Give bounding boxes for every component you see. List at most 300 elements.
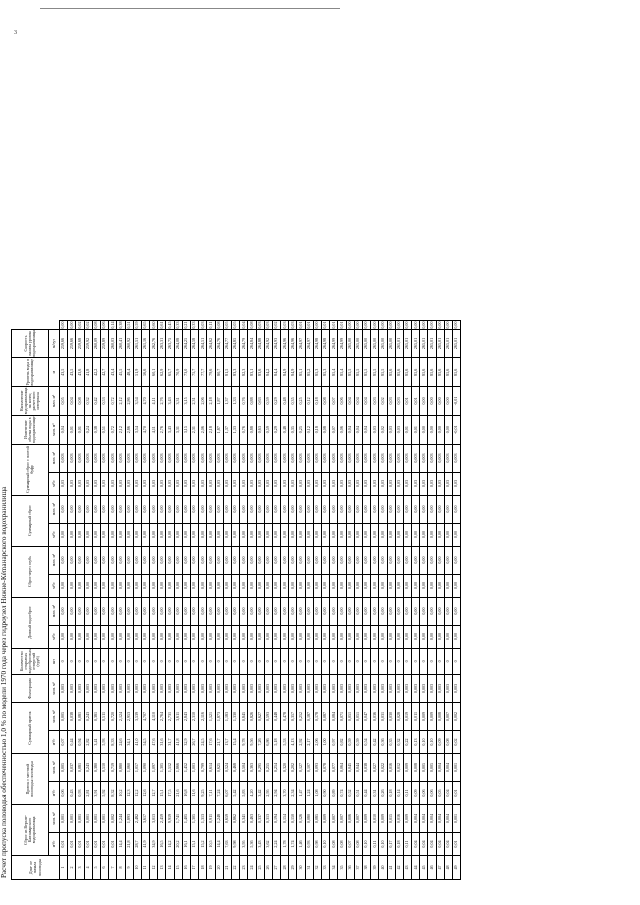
data-cell: 0,00 [199,625,207,648]
data-cell: 265,00 [379,329,387,358]
data-cell: 0,00 [428,546,436,574]
data-cell: 10,2 [117,782,125,805]
data-cell: 0,01 [100,833,108,856]
row-day-cell: 23 [240,856,248,880]
data-cell: 260,41 [117,329,125,358]
data-cell: 0,004 [420,805,428,833]
data-cell: 0,004 [436,805,444,833]
data-cell: 0,003 [150,444,158,472]
unit-summ-mln: млн. м³ [49,703,60,731]
data-cell: 0,00 [240,574,248,597]
data-cell: 0,051 [346,703,354,731]
data-cell: 264,96 [289,329,297,358]
data-cell: 0,00 [207,546,215,574]
data-cell: 0,003 [207,675,215,703]
data-cell: 265,01 [444,329,452,358]
data-cell: 0,10 [379,833,387,856]
data-cell: 0,084 [330,703,338,731]
data-cell: 0,038 [68,703,76,731]
data-cell: 0,00 [403,546,411,574]
data-cell: 0 [330,648,338,674]
data-cell: 2,116 [199,703,207,731]
data-cell: 0,03 [272,472,280,495]
data-cell: 0,59 [346,731,354,754]
data-cell: 0,003 [166,675,174,703]
data-cell: 0,06 [420,782,428,805]
unit-sum2-ms: м³/с [49,523,60,546]
data-cell: 0,02 [84,321,92,329]
data-cell: 0,003 [354,675,362,703]
row-day-cell: 4 [84,856,92,880]
data-cell: 0,00 [166,574,174,597]
data-cell: 0,00 [166,523,174,546]
data-cell: 0,00 [60,495,68,523]
data-cell: 0,38 [92,415,100,444]
data-cell: 0,00 [215,597,223,625]
data-cell: 0,003 [199,444,207,472]
table-row [379,321,387,880]
data-cell: 0,00 [436,625,444,648]
data-cell: 5,53 [281,731,289,754]
data-cell: 0,18 [387,782,395,805]
data-cell: 0,61 [158,321,166,329]
table-row [420,321,428,880]
data-cell: 261,51 [133,329,141,358]
data-cell: 0,003 [362,444,370,472]
data-cell: 0,357 [289,703,297,731]
data-cell: 0,00 [182,546,190,574]
data-cell: 0,126 [297,805,305,833]
data-cell: 0,081 [76,703,84,731]
data-cell: 0,00 [109,625,117,648]
table-row [100,321,108,880]
table-row [117,321,125,880]
data-cell: 0,003 [158,444,166,472]
data-cell: 0,003 [76,675,84,703]
data-cell: 2,482 [133,805,141,833]
data-cell: 0,00 [436,387,444,416]
data-cell: 0,003 [125,675,133,703]
data-cell: 264,58 [191,329,199,358]
data-cell: 0,03 [215,472,223,495]
data-cell: 0,08 [248,321,256,329]
data-cell: 0 [158,648,166,674]
table-row [453,321,461,880]
data-cell: 0,00 [387,597,395,625]
data-cell: 0,00 [305,625,313,648]
data-cell: 0,381 [92,703,100,731]
data-cell: 0,00 [297,625,305,648]
data-cell: 0 [133,648,141,674]
data-cell: 264,99 [338,329,346,358]
row-day-cell: 24 [248,856,256,880]
data-cell: 0,00 [371,523,379,546]
data-cell: 0,004 [436,754,444,782]
data-cell: 264,88 [256,329,264,358]
data-cell: 0,003 [248,444,256,472]
data-cell: 3,91 [92,782,100,805]
data-cell: 0,00 [330,574,338,597]
data-cell: 0,003 [428,444,436,472]
data-cell: 0,00 [305,495,313,523]
table-row [182,321,190,880]
table-row [362,321,370,880]
data-cell: 0,00 [76,597,84,625]
row-day-cell: 40 [379,856,387,880]
data-cell: 0 [338,648,346,674]
data-cell: 0,03 [76,472,84,495]
data-cell: 265,00 [387,329,395,358]
data-cell: 83,6 [256,358,264,387]
data-cell: 0,00 [403,574,411,597]
data-cell: 0,003 [125,444,133,472]
row-day-cell: 18 [199,856,207,880]
data-cell: 0,00 [420,321,428,329]
data-cell: 0,03 [117,472,125,495]
data-cell: 0,03 [248,472,256,495]
data-cell: 0,00 [182,574,190,597]
data-cell: 0,022 [379,754,387,782]
data-cell: 264,84 [248,329,256,358]
data-cell: 0,00 [125,523,133,546]
data-cell: 0,003 [338,675,346,703]
data-cell: 4,110 [150,703,158,731]
data-cell: 264,97 [305,329,313,358]
data-cell: 3,42 [256,782,264,805]
table-row [150,321,158,880]
data-cell: 28,7 [133,833,141,856]
data-cell: 84,2 [264,358,272,387]
data-cell: 0,00 [313,523,321,546]
data-cell: 0,00 [444,574,452,597]
data-cell: 0,00 [256,625,264,648]
data-cell: 264,79 [240,329,248,358]
data-cell: 0,00 [305,523,313,546]
data-cell: 0,00 [281,597,289,625]
data-cell: 0 [322,648,330,674]
row-day-cell: 1 [60,856,68,880]
data-cell: 0,03 [313,472,321,495]
data-cell: 0,463 [248,805,256,833]
data-cell: 1,183 [223,703,231,731]
data-cell: 0,98 [313,833,321,856]
data-cell: 0,00 [84,495,92,523]
data-cell: 0,03 [207,472,215,495]
data-cell: 0,003 [215,675,223,703]
data-cell: 21,7 [215,731,223,754]
data-cell: 0,03 [403,472,411,495]
table-row [289,321,297,880]
data-cell: 0,00 [313,546,321,574]
data-cell: 0,04 [428,833,436,856]
data-cell: 0,08 [76,387,84,416]
data-cell: 0 [305,648,313,674]
data-cell: 0,00 [76,574,84,597]
row-day-cell: 33 [322,856,330,880]
data-cell: 0,44 [68,731,76,754]
data-cell: 0,00 [133,523,141,546]
page-title: Расчет пропуска половодья обеспеченностью 1,0 % по модели 1970 года через гидроузел Нижне-Кémанарского водохранилища [0,486,8,878]
data-cell: 0,00 [158,625,166,648]
table-row [387,321,395,880]
data-cell: 3,62 [264,833,272,856]
data-cell: 0,00 [354,495,362,523]
page-number: 3 [14,30,17,36]
data-cell: 0,003 [84,675,92,703]
data-cell: 0,00 [240,546,248,574]
data-cell: 0,00 [223,574,231,597]
data-cell: 0,00 [371,597,379,625]
data-cell: 0,00 [92,523,100,546]
data-cell: 1,452 [182,754,190,782]
data-cell: 0,32 [84,387,92,416]
data-cell: 0,00 [141,546,149,574]
data-cell: 0,178 [313,703,321,731]
data-cell: 1,47 [297,782,305,805]
data-cell: 0,007 [330,805,338,833]
data-cell: 1,873 [215,703,223,731]
col-header-filling: Наполнение водохранилища на конец расчетного интервала [12,387,49,416]
data-cell: 0,03 [289,321,297,329]
data-cell: 0,077 [330,754,338,782]
table-row [240,321,248,880]
data-cell: 0,002 [109,805,117,833]
data-cell: 0,00 [436,523,444,546]
data-cell: 0,00 [395,495,403,523]
data-cell: 0,00 [379,523,387,546]
table-row [68,321,76,880]
data-cell: 0,007 [354,805,362,833]
data-cell: 264,96 [281,329,289,358]
data-cell: 0 [256,648,264,674]
data-cell: 0,72 [109,415,117,444]
data-cell: 10,5 [207,833,215,856]
data-cell: 0 [223,648,231,674]
data-cell: 31,7 [166,731,174,754]
data-cell: 265,01 [453,329,461,358]
data-cell: 0,76 [240,387,248,416]
data-cell: 0 [68,648,76,674]
data-cell: 0,00 [305,597,313,625]
data-cell: 0,003 [264,675,272,703]
data-cell: 0,001 [453,805,461,833]
data-cell: 0 [346,648,354,674]
data-cell: 0,00 [412,321,420,329]
data-cell: 1,244 [117,805,125,833]
data-cell: 264,99 [330,329,338,358]
data-cell: 11,6 [191,782,199,805]
row-day-cell: 28 [281,856,289,880]
data-cell: 0,003 [289,675,297,703]
data-cell: 21,8 [125,833,133,856]
data-cell: 0,006 [346,805,354,833]
data-cell: 0,911 [207,805,215,833]
data-cell: 1,866 [174,754,182,782]
data-cell: 79,6 [207,358,215,387]
data-cell: 0,00 [100,546,108,574]
data-cell: 265,01 [436,329,444,358]
data-cell: 0,00 [346,546,354,574]
data-cell: 0,00 [256,597,264,625]
table-row [338,321,346,880]
data-cell: 1,33 [231,387,239,416]
data-cell: 0,00 [182,523,190,546]
data-cell: 0,00 [141,495,149,523]
table-row [297,321,305,880]
row-day-cell: 37 [354,856,362,880]
row-day-cell: 31 [305,856,313,880]
data-cell: 0,03 [395,472,403,495]
row-day-cell: 39 [371,856,379,880]
data-cell: 0,00 [117,546,125,574]
data-cell: 0,00 [191,546,199,574]
data-cell: 0,00 [158,574,166,597]
unit-gl-mln: млн. м³ [49,546,60,574]
data-cell: 0,00 [289,495,297,523]
data-cell: 0 [174,648,182,674]
data-cell: 259,92 [84,329,92,358]
data-cell: 0,064 [338,754,346,782]
data-cell: 0,341 [240,805,248,833]
data-cell: 0,012 [395,754,403,782]
data-cell: 0,00 [264,597,272,625]
row-day-cell: 25 [256,856,264,880]
data-cell: 0,00 [199,597,207,625]
data-cell: 0,03 [174,472,182,495]
data-cell: 0,00 [109,495,117,523]
data-cell: 34,9 [150,833,158,856]
data-cell: 85,6 [403,358,411,387]
data-cell: 0,001 [92,805,100,833]
data-cell: 0,03 [84,472,92,495]
data-cell: 0,59 [133,321,141,329]
data-cell: 262,76 [150,329,158,358]
data-cell: 0,00 [84,546,92,574]
data-cell: 0,00 [297,546,305,574]
data-cell: 0,00 [322,597,330,625]
data-cell: 0,01 [412,415,420,444]
data-cell: 0,00 [281,523,289,546]
data-cell: 0,03 [231,472,239,495]
data-cell: 0 [281,648,289,674]
data-cell: 0,00 [379,321,387,329]
row-day-cell: 26 [264,856,272,880]
data-cell: 85,6 [428,358,436,387]
data-cell: 0,00 [289,574,297,597]
data-cell: 0,001 [453,754,461,782]
data-cell: 0 [215,648,223,674]
data-cell: 0,00 [436,321,444,329]
data-cell: 0,00 [412,625,420,648]
data-cell: 0,00 [453,625,461,648]
data-cell: 0,001 [100,805,108,833]
data-cell: 0,00 [231,625,239,648]
data-cell: 0,00 [215,574,223,597]
data-cell: 0,510 [100,754,108,782]
data-cell: 2,81 [84,782,92,805]
data-cell: 0,003 [231,444,239,472]
data-cell: 0,00 [133,495,141,523]
data-cell: 0,00 [420,523,428,546]
data-cell: 0,337 [256,805,264,833]
data-cell: 0,00 [231,546,239,574]
data-cell: 0,04 [362,415,370,444]
data-cell: 0,00 [444,597,452,625]
data-cell: 1,893 [125,805,133,833]
data-cell: 0,03 [191,472,199,495]
data-cell: 0,01 [403,415,411,444]
data-cell: 85,6 [420,358,428,387]
data-cell: 0,00 [395,523,403,546]
data-cell: 0,03 [387,387,395,416]
data-cell: 0,00 [92,495,100,523]
data-cell: 0,478 [281,703,289,731]
data-cell: 0,00 [428,415,436,444]
data-cell: 1,74 [289,833,297,856]
data-cell: 0,02 [453,731,461,754]
data-cell: 0,35 [289,415,297,444]
data-cell: 12,6 [141,782,149,805]
data-cell: 0,03 [371,415,379,444]
data-cell: 1,08 [313,782,321,805]
data-cell: 0 [289,648,297,674]
data-cell: 2,18 [207,387,215,416]
data-cell: 265,01 [403,329,411,358]
data-cell: 8,33 [109,731,117,754]
data-cell: 83,3 [231,358,239,387]
data-cell: 17,6 [207,731,215,754]
data-cell: 0,00 [191,574,199,597]
data-cell: 0,009 [403,754,411,782]
data-cell: 14,2 [166,833,174,856]
data-cell: 0,003 [379,675,387,703]
data-cell: 85,6 [395,358,403,387]
data-cell: 0,007 [444,703,452,731]
unit-napoln-mln: млн. м³ [49,387,60,416]
data-cell: 0,00 [223,625,231,648]
data-cell: 0,150 [289,805,297,833]
data-cell: 0,00 [207,597,215,625]
data-cell: 0,00 [231,523,239,546]
data-cell: 0,038 [362,754,370,782]
data-cell: 0 [150,648,158,674]
data-cell: 0,01 [109,833,117,856]
data-cell: 1,24 [305,782,313,805]
data-cell: 0,00 [92,625,100,648]
data-cell: 0,00 [125,625,133,648]
data-cell: 83,1 [248,358,256,387]
data-cell: 0,003 [76,444,84,472]
col-header-upstream-release: Сброс из Верхне- Канзаварского водохранилища [12,805,49,856]
data-cell: 0 [117,648,125,674]
data-cell: 0,00 [207,574,215,597]
data-cell: 0,00 [76,495,84,523]
data-cell: 0,00 [453,321,461,329]
row-day-cell: 19 [207,856,215,880]
data-cell: 0,00 [150,523,158,546]
data-cell: 0,00 [379,625,387,648]
data-cell: 9,98 [231,833,239,856]
data-cell: 0,01 [305,321,313,329]
data-cell: 0,00 [420,597,428,625]
data-cell: 0,03 [330,472,338,495]
data-cell: 0,00 [174,574,182,597]
data-cell: 0,004 [428,805,436,833]
data-cell: 0,33 [174,321,182,329]
data-cell: 56,6 [141,358,149,387]
table-row [133,321,141,880]
data-cell: 0,00 [264,495,272,523]
